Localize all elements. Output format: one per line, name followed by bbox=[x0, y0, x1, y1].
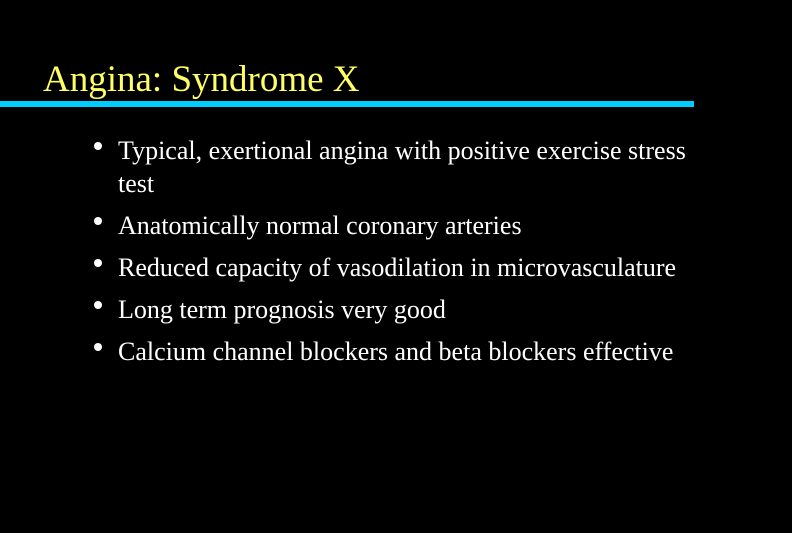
bullet-dot-icon bbox=[94, 259, 102, 267]
bullet-dot-icon bbox=[94, 142, 102, 150]
bullet-dot-icon bbox=[94, 343, 102, 351]
bullet-item bbox=[88, 335, 728, 368]
bullet-dot-icon bbox=[94, 301, 102, 309]
title-underline bbox=[0, 101, 694, 107]
bullet-text: Reduced capacity of vasodilation in microvasculature bbox=[118, 253, 677, 282]
bullet-item bbox=[88, 134, 728, 200]
bullet-dot-icon bbox=[94, 217, 102, 225]
bullet-text: Anatomically normal coronary arteries bbox=[118, 211, 522, 240]
bullet-text: Typical, exertional angina with positive exercise stress test bbox=[118, 136, 686, 198]
bullet-text: Calcium channel blockers and beta blockers effective bbox=[118, 337, 674, 366]
bullet-text: Long term prognosis very good bbox=[118, 295, 446, 324]
bullet-item bbox=[88, 251, 728, 284]
bullet-item bbox=[88, 209, 728, 242]
bullet-list bbox=[88, 134, 728, 368]
slide-title: Angina: Syndrome X bbox=[43, 59, 360, 100]
bullet-item bbox=[88, 293, 728, 326]
